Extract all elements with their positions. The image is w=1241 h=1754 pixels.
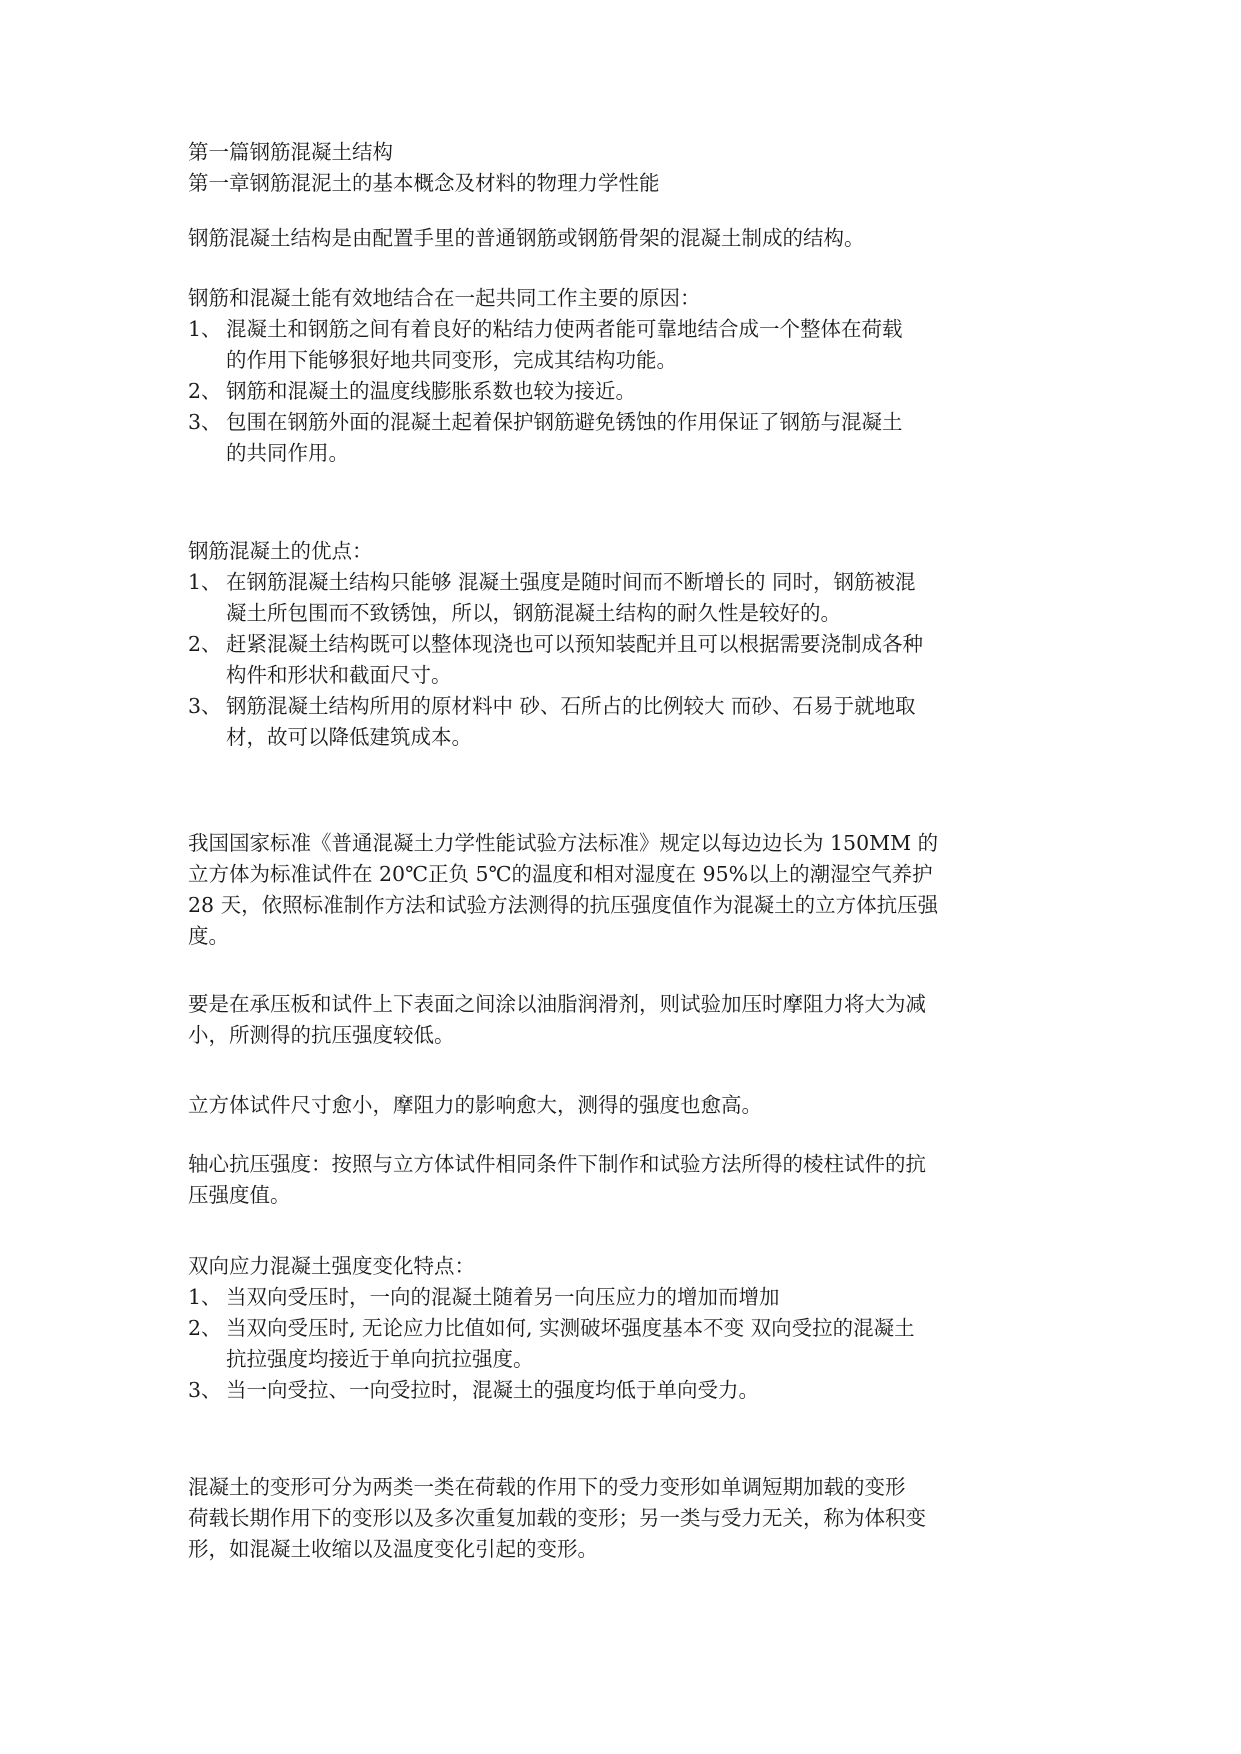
- list-text-line: 当一向受拉、一向受拉时，混凝土的强度均低于单向受力。: [226, 1378, 759, 1402]
- advantages-section: [188, 536, 1088, 753]
- paragraph-line: 28 天，依照标准制作方法和试验方法测得的抗压强度值作为混凝土的立方体抗压强: [188, 893, 939, 917]
- list-item: [188, 567, 1088, 629]
- list-text-line: 赶紧混凝土结构既可以整体现浇也可以预知装配并且可以根据需要浇制成各种: [226, 632, 923, 656]
- paragraph-line: 混凝土的变形可分为两类一类在荷载的作用下的受力变形如单调短期加载的变形: [188, 1475, 906, 1499]
- paragraph-line: 钢筋混凝土结构是由配置手里的普通钢筋或钢筋骨架的混凝土制成的结构。: [188, 226, 865, 250]
- section-title: 钢筋混凝土的优点：: [188, 539, 373, 563]
- section-title: 双向应力混凝土强度变化特点：: [188, 1254, 475, 1278]
- document-headings: [188, 137, 1088, 199]
- list-text-line: 混凝土和钢筋之间有着良好的粘结力使两者能可靠地结合成一个整体在荷载: [226, 317, 903, 341]
- list-text-line: 钢筋混凝土结构所用的原材料中 砂、石所占的比例较大 而砂、石易于就地取: [226, 694, 916, 718]
- list-text-line: 的作用下能够狠好地共同变形，完成其结构功能。: [226, 348, 677, 372]
- paragraph-line: 我国国家标准《普通混凝土力学性能试验方法标准》规定以每边边长为 150MM 的: [188, 831, 939, 855]
- list-item: [188, 691, 1088, 753]
- axial-strength-paragraph: [188, 1149, 1088, 1211]
- paragraph-line: 轴心抗压强度：按照与立方体试件相同条件下制作和试验方法所得的棱柱试件的抗: [188, 1152, 926, 1176]
- list-text-line: 当双向受压时, 无论应力比值如何, 实测破坏强度基本不变 双向受拉的混凝土: [226, 1316, 915, 1340]
- list-number: 3、: [188, 694, 222, 718]
- standard-paragraph: [188, 828, 1088, 952]
- size-effect-paragraph: [188, 1090, 1088, 1121]
- list-item: [188, 629, 1088, 691]
- reasons-section: [188, 283, 1088, 469]
- list-text-line: 的共同作用。: [226, 441, 349, 465]
- list-text-line: 抗拉强度均接近于单向抗拉强度。: [226, 1347, 534, 1371]
- part-heading: 第一篇钢筋混凝土结构: [188, 140, 393, 164]
- list-text-line: 凝土所包围而不致锈蚀，所以，钢筋混凝土结构的耐久性是较好的。: [226, 601, 841, 625]
- paragraph-line: 度。: [188, 924, 229, 948]
- list-item: [188, 376, 1088, 407]
- list-number: 1、: [188, 570, 222, 594]
- chapter-heading: 第一章钢筋混泥土的基本概念及材料的物理力学性能: [188, 171, 660, 195]
- list-number: 3、: [188, 410, 222, 434]
- list-number: 1、: [188, 317, 222, 341]
- list-text-line: 当双向受压时，一向的混凝土随着另一向压应力的增加而增加: [226, 1285, 780, 1309]
- list-text-line: 包围在钢筋外面的混凝土起着保护钢筋避免锈蚀的作用保证了钢筋与混凝土: [226, 410, 903, 434]
- paragraph-line: 形，如混凝土收缩以及温度变化引起的变形。: [188, 1537, 598, 1561]
- list-number: 2、: [188, 379, 222, 403]
- list-text-line: 钢筋和混凝土的温度线膨胀系数也较为接近。: [226, 379, 636, 403]
- paragraph-line: 压强度值。: [188, 1183, 291, 1207]
- list-item: [188, 407, 1088, 469]
- list-number: 2、: [188, 1316, 222, 1340]
- list-text-line: 在钢筋混凝土结构只能够 混凝土强度是随时间而不断增长的 同时，钢筋被混: [226, 570, 916, 594]
- biaxial-section: [188, 1251, 1088, 1406]
- list-text-line: 材，故可以降低建筑成本。: [226, 725, 472, 749]
- list-number: 3、: [188, 1378, 222, 1402]
- paragraph-line: 荷载长期作用下的变形以及多次重复加载的变形；另一类与受力无关，称为体积变: [188, 1506, 926, 1530]
- deformation-paragraph: [188, 1472, 1088, 1565]
- paragraph-line: 立方体为标准试件在 20℃正负 5℃的温度和相对湿度在 95%以上的潮湿空气养护: [188, 862, 933, 886]
- list-number: 2、: [188, 632, 222, 656]
- paragraph-line: 要是在承压板和试件上下表面之间涂以油脂润滑剂，则试验加压时摩阻力将大为减: [188, 992, 926, 1016]
- list-text-line: 构件和形状和截面尺寸。: [226, 663, 452, 687]
- lubricant-paragraph: [188, 989, 1088, 1051]
- definition-paragraph: [188, 223, 1088, 254]
- paragraph-line: 立方体试件尺寸愈小，摩阻力的影响愈大，测得的强度也愈高。: [188, 1093, 762, 1117]
- list-item: [188, 314, 1088, 376]
- section-title: 钢筋和混凝土能有效地结合在一起共同工作主要的原因：: [188, 286, 701, 310]
- list-item: [188, 1282, 1088, 1313]
- list-number: 1、: [188, 1285, 222, 1309]
- list-item: [188, 1313, 1088, 1375]
- list-item: [188, 1375, 1088, 1406]
- paragraph-line: 小，所测得的抗压强度较低。: [188, 1023, 455, 1047]
